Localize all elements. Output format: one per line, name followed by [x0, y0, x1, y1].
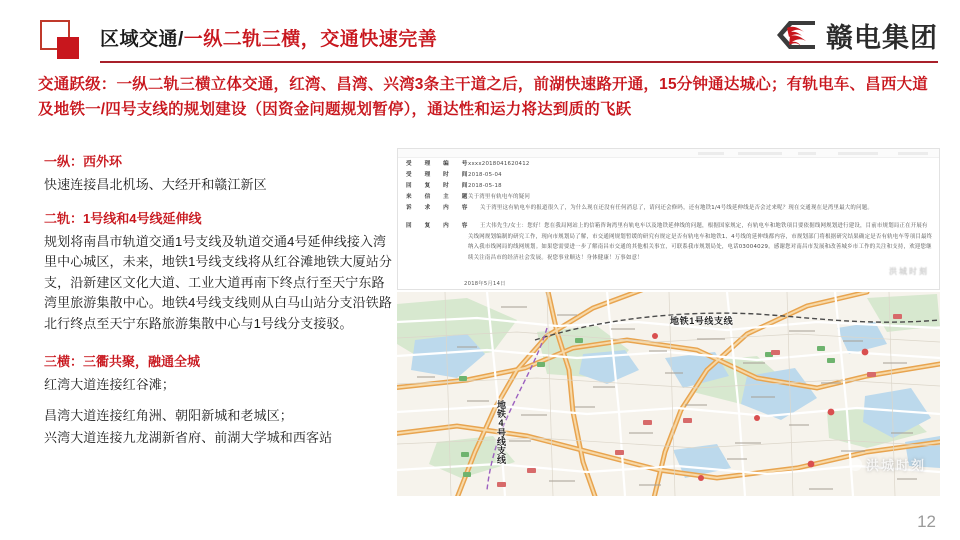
- lead-paragraph: 交通跃级：一纵二轨三横立体交通，红湾、昌湾、兴湾3条主干道之后，前湖快速路开通，15分钟通达城心；有轨电车、昌西大道及地铁一/四号支线的规划建设（因资金问题规划暂停），通达性和运力将达到质的飞跃: [38, 76, 928, 118]
- field-value-text: 王大伟先生/女士：您好！您在我局网站上的信箱咨询湾里有轨电车以及地铁延伸线的问题，根据国家规定，有轨电车和地铁项目要依据线网规划进行建设，目前市规划局正在开展有关线网规划编制的研究工作，现向市规划局了解，市交通网规划暂缓的研究有规定是否有轨电车和地铁1、4号线的延伸线都内容，市规划部门将根据研究结果确定是否有轨电车等项目最终纳入我市线网局的线网规划。如果您需要进一步了解南昌市交通的其他相关事宜，可联系我市规划局处，电话03004029。感谢您对南昌市发展和改善城乡市工作的关注和支持，欢迎您继续关注南昌市的经济社会发展。祝您事业顺达！身体健康！万事如意！: [468, 223, 933, 261]
- block-paragraph: 昌湾大道连接红角洲、朝阳新城和老城区；: [44, 407, 293, 423]
- document-field-row: [398, 170, 939, 181]
- slide-header: [0, 0, 960, 68]
- map-watermark: [849, 455, 926, 474]
- content-block: [44, 352, 392, 449]
- field-label: 回复时间: [406, 183, 468, 189]
- document-watermark: 洪城时刻: [889, 267, 929, 276]
- brand-name: 赣电集团: [826, 22, 938, 54]
- field-value: xxxx2018041620412: [468, 161, 530, 167]
- document-field-row: [398, 192, 939, 203]
- document-screenshot: [397, 148, 940, 290]
- page-title-sub: 一纵二轨三横，交通快速完善: [183, 29, 438, 50]
- field-label: 回复内容: [406, 223, 468, 229]
- map-label-metro-line-4: 地铁4号线支线: [496, 400, 506, 464]
- left-content-column: [44, 152, 392, 462]
- page-number: 12: [917, 512, 936, 531]
- gandian-wave-logo-icon: [774, 16, 818, 54]
- block-heading: 三横：三衢共聚，融通全城: [44, 354, 201, 369]
- map-watermark-text: 洪城时刻: [865, 458, 926, 473]
- document-field-row: [398, 159, 939, 170]
- block-body: [44, 375, 392, 449]
- field-label: 受理时间: [406, 172, 468, 178]
- field-value: 2018-05-18: [468, 183, 502, 189]
- toolbar-chip: [698, 152, 724, 155]
- document-signature-date: 2018年5月14日: [464, 281, 506, 287]
- red-square-marker-icon: [40, 20, 86, 60]
- block-paragraph: 兴湾大道连接九龙湖新省府、前湖大学城和西客站: [44, 430, 333, 445]
- block-paragraph: 快速连接昌北机场、大经开和赣江新区: [44, 177, 267, 192]
- content-block: [44, 209, 392, 335]
- document-field-row: [398, 181, 939, 192]
- toolbar-chip: [898, 152, 928, 155]
- document-field-list: [398, 159, 939, 263]
- toolbar-chip: [838, 152, 878, 155]
- block-body: [44, 175, 392, 196]
- field-value: [468, 203, 933, 214]
- field-label: 来信主题: [406, 194, 468, 200]
- block-heading: 二轨：1号线和4号线延伸线: [44, 210, 202, 226]
- wechat-circle-icon: [849, 458, 862, 471]
- block-paragraph: 规划将南昌市轨道交通1号支线及轨道交通4号延伸线接入湾里中心城区，未来，地铁1号线支线将从红谷滩地铁大厦站分支，沿新建区文化大道、工业大道再南下终点行至天宁东路湾里旅游集散中心。地铁4号线支线则从白马山站分支沿铁路北行终点至天宁东路旅游集散中心与1号线分支接驳。: [44, 233, 392, 331]
- field-label: 受理编号: [406, 161, 468, 167]
- brand-logo: [774, 14, 938, 56]
- field-value: 2018-05-04: [468, 172, 502, 178]
- page-title-main: 区域交通/: [100, 29, 184, 50]
- content-block: [44, 152, 392, 196]
- document-field-row: [398, 221, 939, 263]
- toolbar-chip: [738, 152, 782, 155]
- square-solid-shape: [57, 37, 79, 59]
- document-toolbar-strip: [398, 149, 939, 158]
- block-paragraph: 红湾大道连接红谷滩；: [44, 377, 176, 392]
- block-heading: 一纵：西外环: [44, 154, 123, 169]
- toolbar-chip: [798, 152, 816, 155]
- document-field-row: [398, 203, 939, 214]
- document-spacer: [398, 214, 939, 221]
- field-label: 诉求内容: [406, 205, 468, 211]
- map-label-metro-line-1: 地铁1号线支线: [670, 316, 734, 326]
- field-value-text: 关于湾里这有轨电车的报道很久了，为什么现在还没有任何消息了，请问还会修吗，还有地铁1/4号线延伸线是否会过来呢？现在交通现在是湾里最大的问题。: [480, 205, 873, 211]
- field-value: 关于湾里有轨电车的疑问: [468, 194, 531, 200]
- header-divider: [100, 61, 938, 63]
- block-body: [44, 232, 392, 335]
- field-value: [468, 221, 933, 263]
- map-screenshot: [397, 292, 940, 496]
- page-title: [100, 24, 437, 51]
